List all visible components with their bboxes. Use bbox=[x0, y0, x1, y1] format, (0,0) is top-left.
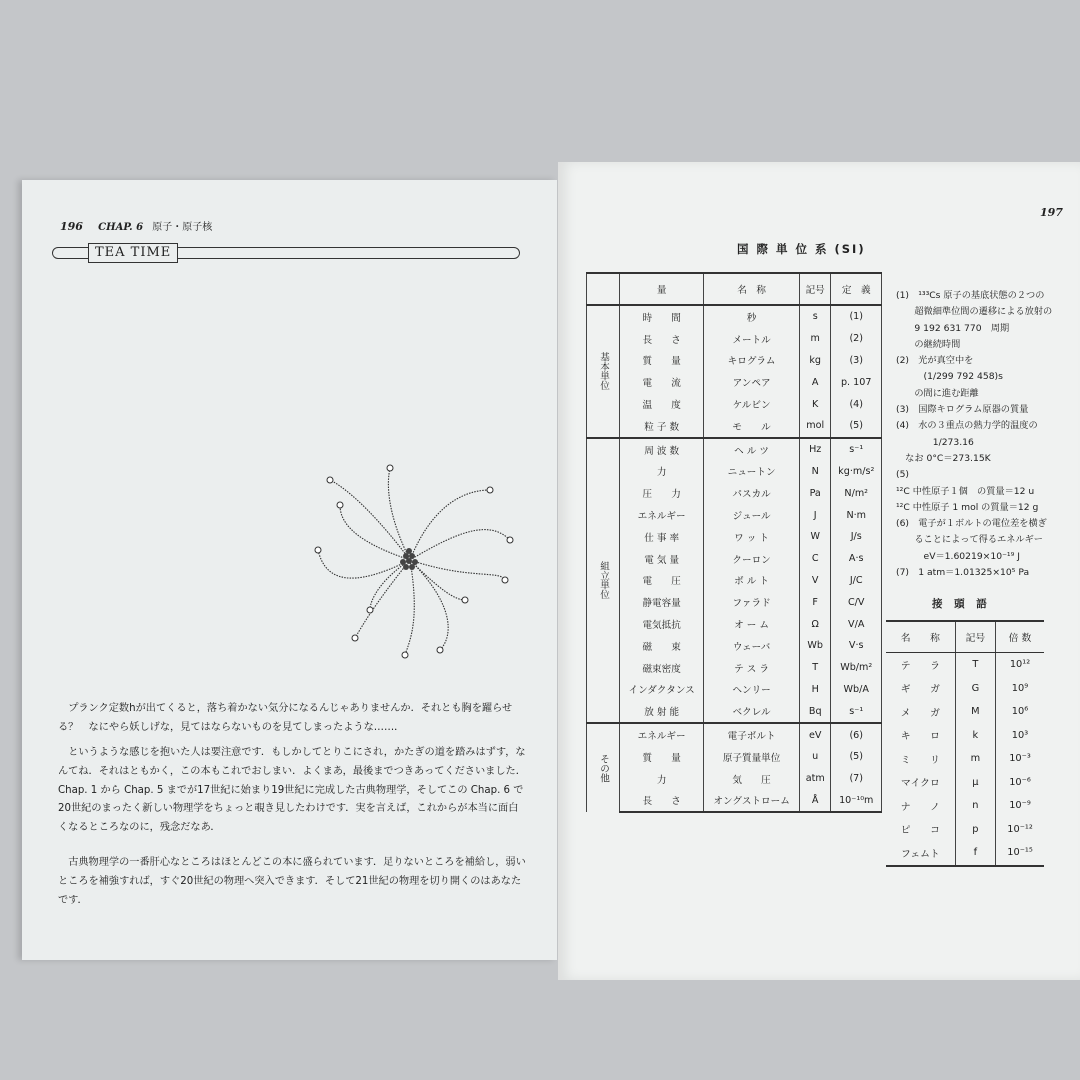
prefix-factor-cell: 10⁻³ bbox=[1009, 753, 1031, 765]
note-line: (6) 電子が１ボルトの電位差を横ぎ bbox=[896, 518, 1047, 530]
si-table-row bbox=[587, 482, 882, 504]
quantity-cell: 電 圧 bbox=[620, 570, 704, 592]
symbol-cell: Ω bbox=[799, 613, 831, 635]
prefix-name-cell: テ ラ bbox=[900, 660, 940, 672]
prefix-name-cell: ピ コ bbox=[900, 825, 940, 837]
symbol-cell: m bbox=[799, 328, 831, 350]
si-table-row bbox=[587, 461, 882, 483]
definition-cell: p. 107 bbox=[831, 371, 882, 393]
definition-cell: s⁻¹ bbox=[831, 700, 882, 723]
note-line: (2) 光が真空中を bbox=[896, 355, 974, 367]
left-page-header bbox=[60, 218, 212, 233]
symbol-cell: Wb bbox=[799, 635, 831, 657]
symbol-cell: u bbox=[799, 746, 831, 768]
quantity-cell: 圧 力 bbox=[620, 482, 704, 504]
note-line: (3) 国際キログラム原器の質量 bbox=[896, 404, 1029, 416]
prefix-factor-cell: 10⁻⁹ bbox=[1009, 800, 1031, 812]
symbol-cell: kg bbox=[799, 350, 831, 372]
col-definition: 定 義 bbox=[831, 273, 882, 305]
quantity-cell: 仕 事 率 bbox=[620, 526, 704, 548]
prefix-table-title: 接 頭 語 bbox=[932, 598, 991, 610]
prefix-col-symbol: 記号 bbox=[955, 621, 995, 653]
definition-cell: (5) bbox=[831, 415, 882, 438]
symbol-cell: atm bbox=[799, 768, 831, 790]
prefix-symbol-cell: M bbox=[955, 700, 995, 724]
definition-cell: N/m² bbox=[831, 482, 882, 504]
prefix-factor-cell: 10⁹ bbox=[1011, 682, 1029, 694]
prefix-factor-cell: 10⁻¹⁵ bbox=[996, 841, 1045, 866]
symbol-cell: A bbox=[799, 371, 831, 393]
unit-name-cell: ベクレル bbox=[704, 700, 800, 723]
quantity-cell: エネルギー bbox=[620, 723, 704, 746]
definition-cell: kg·m/s² bbox=[831, 461, 882, 483]
symbol-cell: C bbox=[799, 548, 831, 570]
unit-name-cell: ウェーバ bbox=[704, 635, 800, 657]
quantity-cell: 電 気 量 bbox=[620, 548, 704, 570]
prefix-row bbox=[886, 700, 1044, 724]
si-table-row bbox=[587, 635, 882, 657]
definition-cell: 10⁻¹⁰m bbox=[831, 790, 882, 813]
quantity-cell: 力 bbox=[620, 461, 704, 483]
unit-name-cell: モ ル bbox=[704, 415, 800, 438]
note-line: (1/299 792 458)s bbox=[896, 371, 1003, 383]
note-line: (5) bbox=[896, 469, 910, 481]
chapter-label: CHAP. 6 bbox=[98, 222, 144, 233]
symbol-cell: F bbox=[799, 591, 831, 613]
quantity-cell: 力 bbox=[620, 768, 704, 790]
unit-name-cell: テ ス ラ bbox=[704, 657, 800, 679]
prefix-symbol-cell: k bbox=[955, 724, 995, 748]
prefix-row bbox=[886, 724, 1044, 748]
prefix-symbol-cell: G bbox=[955, 677, 995, 701]
si-units-table bbox=[586, 272, 882, 813]
symbol-cell: mol bbox=[799, 415, 831, 438]
prefix-row bbox=[886, 677, 1044, 701]
symbol-cell: Å bbox=[799, 790, 831, 813]
si-table-row bbox=[587, 746, 882, 768]
prefix-row bbox=[886, 653, 1044, 677]
quantity-cell: エネルギー bbox=[620, 504, 704, 526]
banner-label: TEA TIME bbox=[88, 243, 178, 263]
prefix-factor-cell: 10⁻¹² bbox=[1007, 823, 1033, 835]
definition-cell: s⁻¹ bbox=[831, 438, 882, 461]
si-table-row bbox=[587, 548, 882, 570]
symbol-cell: H bbox=[799, 679, 831, 701]
definition-cell: (2) bbox=[831, 328, 882, 350]
symbol-cell: V bbox=[799, 570, 831, 592]
note-line: ¹²C 中性原子１個 の質量＝12 u bbox=[896, 485, 1035, 497]
unit-name-cell: ジュール bbox=[704, 504, 800, 526]
prefix-name-cell: フェムト bbox=[886, 841, 955, 866]
unit-name-cell: 気 圧 bbox=[704, 768, 800, 790]
symbol-cell: s bbox=[799, 305, 831, 328]
prefix-factor-cell: 10⁻⁶ bbox=[1009, 776, 1031, 788]
definition-cell: J/C bbox=[831, 570, 882, 592]
prefix-factor-cell: 10¹² bbox=[1009, 659, 1031, 671]
si-table-row bbox=[587, 305, 882, 328]
si-table-row bbox=[587, 328, 882, 350]
quantity-cell: 放 射 能 bbox=[620, 700, 704, 723]
unit-name-cell: 秒 bbox=[704, 305, 800, 328]
quantity-cell: 磁 束 bbox=[620, 635, 704, 657]
unit-name-cell: ニュートン bbox=[704, 461, 800, 483]
group-label: 基本単位 bbox=[587, 305, 620, 438]
note-line: 9 192 631 770 周期 bbox=[896, 322, 1010, 334]
col-name: 名 称 bbox=[704, 273, 800, 305]
col-symbol: 記号 bbox=[799, 273, 831, 305]
definition-cell: (3) bbox=[831, 350, 882, 372]
definition-cell: (5) bbox=[831, 746, 882, 768]
col-quantity: 量 bbox=[620, 273, 704, 305]
symbol-cell: Hz bbox=[799, 438, 831, 461]
unit-name-cell: ボ ル ト bbox=[704, 570, 800, 592]
note-line: の継続時間 bbox=[896, 338, 961, 350]
prefix-symbol-cell: T bbox=[955, 653, 995, 677]
definition-cell: Wb/m² bbox=[831, 657, 882, 679]
quantity-cell: インダクタンス bbox=[620, 679, 704, 701]
prefix-symbol-cell: p bbox=[955, 818, 995, 842]
prefix-factor-cell: 10⁶ bbox=[1011, 706, 1029, 718]
prefix-header-row bbox=[886, 621, 1044, 653]
prefix-col-factor: 倍 数 bbox=[996, 621, 1045, 653]
prefix-name-cell: メ ガ bbox=[900, 707, 940, 719]
prefix-symbol-cell: n bbox=[955, 794, 995, 818]
prefix-symbol-cell: f bbox=[955, 841, 995, 866]
symbol-cell: W bbox=[799, 526, 831, 548]
si-table-row bbox=[587, 504, 882, 526]
right-page-number: 197 bbox=[1040, 206, 1063, 219]
prefix-name-cell: マイクロ bbox=[900, 778, 940, 790]
definition-cell: V/A bbox=[831, 613, 882, 635]
si-table-row bbox=[587, 371, 882, 393]
atom-illustration bbox=[310, 450, 520, 670]
symbol-cell: Bq bbox=[799, 700, 831, 723]
group-derived-units bbox=[587, 438, 882, 723]
definition-cell: C/V bbox=[831, 591, 882, 613]
group-label: その他 bbox=[587, 723, 620, 812]
si-table-row bbox=[587, 679, 882, 701]
si-table-row bbox=[587, 723, 882, 746]
unit-name-cell: ヘンリー bbox=[704, 679, 800, 701]
definition-cell: Wb/A bbox=[831, 679, 882, 701]
prefix-name-cell: ギ ガ bbox=[900, 684, 940, 696]
definition-cell: (7) bbox=[831, 768, 882, 790]
quantity-cell: 長 さ bbox=[620, 790, 704, 813]
note-line: 1/273.16 bbox=[896, 436, 974, 448]
note-line: (7) 1 atm＝1.01325×10⁵ Pa bbox=[896, 567, 1030, 579]
note-line: (4) 水の３重点の熱力学的温度の bbox=[896, 420, 1038, 432]
quantity-cell: 質 量 bbox=[620, 746, 704, 768]
unit-name-cell: ヘ ル ツ bbox=[704, 438, 800, 461]
symbol-cell: K bbox=[799, 393, 831, 415]
group-header-cell bbox=[587, 273, 620, 305]
symbol-cell: J bbox=[799, 504, 831, 526]
left-page-number: 196 bbox=[60, 220, 83, 233]
si-table-row bbox=[587, 613, 882, 635]
unit-name-cell: 電子ボルト bbox=[704, 723, 800, 746]
definition-cell: (6) bbox=[831, 723, 882, 746]
prefix-name-cell: キ ロ bbox=[900, 731, 940, 743]
quantity-cell: 温 度 bbox=[620, 393, 704, 415]
symbol-cell: Pa bbox=[799, 482, 831, 504]
si-table-row bbox=[587, 526, 882, 548]
prefix-row bbox=[886, 818, 1044, 842]
definition-notes bbox=[896, 288, 1066, 581]
note-line: ることによって得るエネルギー bbox=[896, 534, 1043, 546]
paragraph-1: プランク定数hが出てくると，落ち着かない気分になるんじゃありませんか．それとも胸を躍らせる？ なにやら妖しげな，見てはならないものを見てしまったような……． bbox=[58, 703, 513, 733]
si-table-title: 国 際 単 位 系 (SI) bbox=[737, 242, 866, 256]
tea-time-banner bbox=[52, 244, 520, 262]
unit-name-cell: ファラド bbox=[704, 591, 800, 613]
si-table-row bbox=[587, 657, 882, 679]
si-table-row bbox=[587, 700, 882, 723]
group-other-units bbox=[587, 723, 882, 812]
quantity-cell: 粒 子 数 bbox=[620, 415, 704, 438]
group-base-units bbox=[587, 305, 882, 438]
prefix-name-cell: ミ リ bbox=[900, 754, 940, 766]
note-line: ¹²C 中性原子 1 mol の質量＝12 g bbox=[896, 501, 1039, 513]
quantity-cell: 周 波 数 bbox=[620, 438, 704, 461]
chapter-title: 原子・原子核 bbox=[152, 222, 213, 233]
definition-cell: N·m bbox=[831, 504, 882, 526]
si-table-header-row bbox=[587, 273, 882, 305]
quantity-cell: 静電容量 bbox=[620, 591, 704, 613]
definition-cell: (1) bbox=[831, 305, 882, 328]
prefix-table bbox=[886, 620, 1044, 867]
unit-name-cell: キログラム bbox=[704, 350, 800, 372]
symbol-cell: T bbox=[799, 657, 831, 679]
prefix-name-cell: ナ ノ bbox=[900, 801, 940, 813]
unit-name-cell: アンペア bbox=[704, 371, 800, 393]
paragraph-3: 古典物理学の一番肝心なところはほとんどこの本に盛られています．足りないところを補給し，弱いところを補強すれば，すぐ20世紀の物理へ突入できます．そして21世紀の物理を切り開くのはあなたです． bbox=[58, 857, 526, 906]
prefix-row bbox=[886, 794, 1044, 818]
si-table-row bbox=[587, 438, 882, 461]
unit-name-cell: メートル bbox=[704, 328, 800, 350]
definition-cell: (4) bbox=[831, 393, 882, 415]
note-line: 超微細準位間の遷移による放射の bbox=[896, 306, 1053, 318]
prefix-row bbox=[886, 771, 1044, 795]
si-table-row bbox=[587, 350, 882, 372]
prefix-symbol-cell: m bbox=[955, 747, 995, 771]
paragraph-2: というような感じを抱いた人は要注意です．もしかしてとりこにされ，かたぎの道を踏みはずす，なんてね．それはともかく，この本もこれでおしまい．よくまあ，最後までつきあってくださいました．Chap. 1 から Chap. 5 までが17世紀に始まり19世紀に完成した古典物理学，そしてこの Chap. 6 で20世紀のまったく新しい物理学をちょっと覗き見したわけです．実を言えば，これからが本当に面白くなるところなのに，残念だなあ． bbox=[58, 747, 526, 834]
note-line: の間に進む距離 bbox=[896, 387, 979, 399]
unit-name-cell: オ ー ム bbox=[704, 613, 800, 635]
note-line: eV＝1.60219×10⁻¹⁹ J bbox=[896, 550, 1020, 562]
quantity-cell: 電気抵抗 bbox=[620, 613, 704, 635]
si-table-row bbox=[587, 570, 882, 592]
prefix-symbol-cell: μ bbox=[955, 771, 995, 795]
definition-cell: A·s bbox=[831, 548, 882, 570]
si-table-row bbox=[587, 790, 882, 813]
unit-name-cell: パスカル bbox=[704, 482, 800, 504]
symbol-cell: eV bbox=[799, 723, 831, 746]
group-label: 組立単位 bbox=[587, 438, 620, 723]
prefix-factor-cell: 10³ bbox=[1011, 729, 1029, 741]
unit-name-cell: クーロン bbox=[704, 548, 800, 570]
quantity-cell: 電 流 bbox=[620, 371, 704, 393]
unit-name-cell: オングストローム bbox=[704, 790, 800, 813]
quantity-cell: 質 量 bbox=[620, 350, 704, 372]
note-line: なお 0°C＝273.15K bbox=[896, 452, 991, 464]
note-line: (1) ¹³³Cs 原子の基底状態の２つの bbox=[896, 290, 1045, 301]
si-table-row bbox=[587, 768, 882, 790]
prefix-col-name: 名 称 bbox=[886, 621, 955, 653]
prefix-row bbox=[886, 747, 1044, 771]
unit-name-cell: 原子質量単位 bbox=[704, 746, 800, 768]
si-table-row bbox=[587, 591, 882, 613]
definition-cell: J/s bbox=[831, 526, 882, 548]
quantity-cell: 長 さ bbox=[620, 328, 704, 350]
si-table-row bbox=[587, 393, 882, 415]
quantity-cell: 時 間 bbox=[620, 305, 704, 328]
prefix-row bbox=[886, 841, 1044, 866]
unit-name-cell: ワ ッ ト bbox=[704, 526, 800, 548]
si-table-row bbox=[587, 415, 882, 438]
quantity-cell: 磁束密度 bbox=[620, 657, 704, 679]
definition-cell: V·s bbox=[831, 635, 882, 657]
symbol-cell: N bbox=[799, 461, 831, 483]
unit-name-cell: ケルビン bbox=[704, 393, 800, 415]
